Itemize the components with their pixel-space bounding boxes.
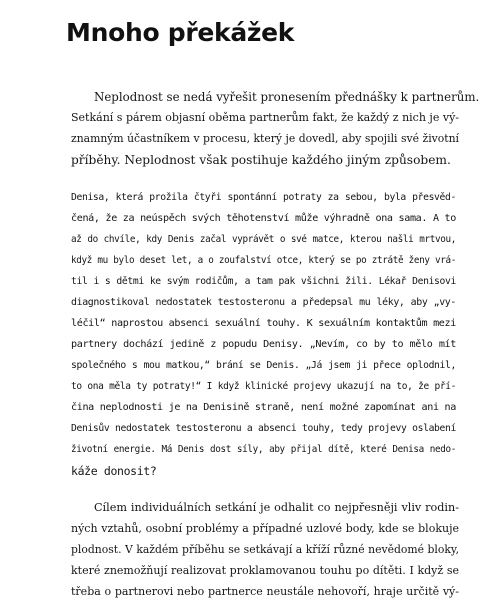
text-line: Neplodnost se nedá vyřešit pronesením přednášky k partnerům. <box>94 90 480 104</box>
text-line: léčil“ naprostou absenci sexuální touhy. K sexuálním kontaktům mezi <box>71 318 456 329</box>
text-line: Denisa, která prožila čtyři spontánní potraty za sebou, byla přesvěd- <box>71 192 456 203</box>
section-heading: Mnoho překážek <box>66 18 295 47</box>
text-line: Setkání s párem objasní oběma partnerům fakt, že každý z nich je vý- <box>71 111 459 124</box>
text-line: společného s mou matkou,“ brání se Denis. „Já jsem ji přece oplodnil, <box>71 360 456 371</box>
text-line: až do chvíle, kdy Denis začal vyprávět o své matce, kterou našli mrtvou, <box>71 234 456 245</box>
text-line: Denisův nedostatek testosteronu a absenci touhy, tedy projevy oslabení <box>71 423 456 434</box>
text-line: partnery dochází jedině z popudu Denisy. „Nevím, co by to mělo mít <box>71 339 456 350</box>
text-line: káže donosit? <box>71 464 157 478</box>
text-line: třeba o partnerovi nebo partnerce neustále nehovoří, hraje určitě vý- <box>71 585 459 598</box>
text-line: životní energie. Má Denis dost síly, aby přijal dítě, které Denisa nedo- <box>71 444 456 455</box>
text-line: když mu bylo deset let, a o zoufalství otce, který se po ztrátě ženy vrá- <box>71 255 456 266</box>
text-line: til i s dětmi ke svým rodičům, a tam pak všichni žili. Lékař Denisovi <box>71 276 456 287</box>
text-line: to ona měla ty potraty!“ I když klinické projevy ukazují na to, že pří- <box>71 381 456 392</box>
text-line: diagnostikoval nedostatek testosteronu a předepsal mu léky, aby „vy- <box>71 297 456 308</box>
text-line: znamným účastníkem v procesu, který je dovedl, aby spojili své životní <box>71 132 459 145</box>
text-line: ných vztahů, osobní problémy a případné uzlové body, kde se blokuje <box>71 522 459 535</box>
text-line: Cílem individuálních setkání je odhalit co nejpřesněji vliv rodin- <box>94 501 459 514</box>
text-line: čená, že za neúspěch svých těhotenství může výhradně ona sama. A to <box>71 213 456 224</box>
text-line: které znemožňují realizovat proklamovanou touhu po dítěti. I když se <box>71 564 459 577</box>
text-line: příběhy. Neplodnost však postihuje každého jiným způsobem. <box>71 153 451 167</box>
text-line: plodnost. V každém příběhu se setkávají a kříží různé nevědomé bloky, <box>71 543 459 556</box>
text-line: čina neplodnosti je na Denisině straně, není možné zapomínat ani na <box>71 402 456 413</box>
